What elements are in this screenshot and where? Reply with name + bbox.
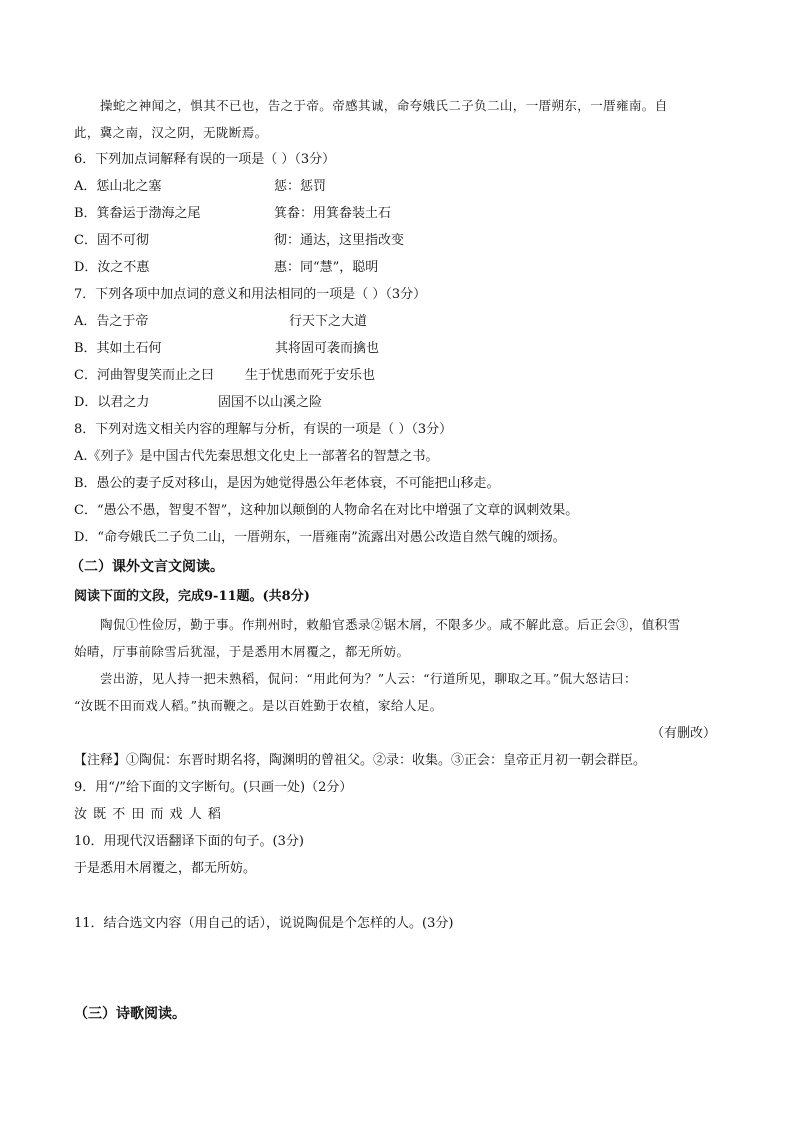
annotations: 【注释】①陶侃：东晋时期名将，陶渊明的曾祖父。②录：收集。③正会：皇帝正月初一朝会群臣。 (74, 753, 647, 768)
q7-option-a-compare: 行天下之大道 (289, 314, 368, 329)
section-2-instruction: 阅读下面的文段，完成9-11题。(共8分) (74, 589, 310, 604)
passage-line-2: 此，冀之南，汉之阴，无陇断焉。 (74, 125, 268, 140)
q6-option-b: B．箕畚运于渤海之尾 (74, 206, 201, 221)
question-9-stem: 9．用“/”给下面的文字断句。(只画一处)（2分） (74, 780, 353, 795)
q7-option-c: C．河曲智叟笑而止之曰 (74, 368, 214, 383)
section-3-heading: （三）诗歌阅读。 (74, 1006, 186, 1022)
q7-option-d-compare: 固国不以山溪之险 (218, 395, 323, 410)
q8-option-c: C．“愚公不愚，智叟不智”，这种加以颠倒的人物命名在对比中增强了文章的讽刺效果。 (74, 503, 579, 518)
q7-option-b-compare: 其将固可袭而擒也 (275, 341, 380, 356)
classical-text-p1-line1: 陶侃①性俭厉，勤于事。作荆州时，敕船官悉录②锯木屑，不限多少。咸不解此意。后正会③，值积雪 (100, 617, 681, 632)
passage-line-1: 操蛇之神闻之，惧其不已也，告之于帝。帝感其诚，命夸娥氏二子负二山，一厝朔东，一厝雍南。自 (100, 98, 668, 113)
q7-option-b: B．其如土石何 (74, 341, 162, 356)
question-10-stem: 10．用现代汉语翻译下面的句子。(3分) (74, 834, 304, 849)
q8-option-b: B．愚公的妻子反对移山，是因为她觉得愚公年老体衰，不可能把山移走。 (74, 476, 500, 491)
q7-option-d: D．以君之力 (74, 395, 150, 410)
q6-option-a: A．惩山北之塞 (74, 179, 162, 194)
q7-option-c-compare: 生于忧患而死于安乐也 (245, 368, 376, 383)
q6-option-a-explain: 惩：惩罚 (274, 179, 327, 194)
question-8-stem: 8．下列对选文相关内容的理解与分析，有误的一项是（ ）（3分） (74, 422, 453, 437)
section-2-heading: （二）课外文言文阅读。 (70, 559, 224, 575)
q6-option-d-explain: 惠：同“慧”，聪明 (274, 260, 379, 275)
q6-option-b-explain: 箕畚：用箕畚装土石 (274, 206, 392, 221)
q8-option-a: A.《列子》是中国古代先秦思想文化史上一部著名的智慧之书。 (74, 449, 439, 464)
question-6-stem: 6．下列加点词解释有误的一项是（ ）（3分） (74, 152, 336, 167)
question-10-sentence: 于是悉用木屑覆之，都无所妨。 (74, 861, 257, 876)
q6-option-c: C．固不可彻 (74, 233, 149, 248)
q6-option-d: D．汝之不惠 (74, 260, 150, 275)
source-note: （有删改） (650, 726, 716, 741)
classical-text-p1-line2: 始晴，厅事前除雪后犹湿，于是悉用木屑覆之，都无所妨。 (74, 644, 410, 659)
question-9-text: 汝 既 不 田 而 戏 人 稻 (74, 807, 222, 822)
question-7-stem: 7．下列各项中加点词的意义和用法相同的一项是（ ）（3分） (74, 287, 427, 302)
question-11-stem: 11．结合选文内容（用自己的话），说说陶侃是个怎样的人。(3分) (74, 916, 454, 931)
q6-option-c-explain: 彻：通达，这里指改变 (274, 233, 405, 248)
q7-option-a: A．告之于帝 (74, 314, 149, 329)
classical-text-p2-line2: “汝既不田而戏人稻。”执而鞭之。是以百姓勤于农植，家给人足。 (74, 698, 443, 713)
classical-text-p2-line1: 尝出游，见人持一把未熟稻，侃问：“用此何为？”人云：“行道所见，聊取之耳。”侃大怒诘曰： (100, 671, 637, 686)
q8-option-d: D．“命夸娥氏二子负二山，一厝朔东，一厝雍南”流露出对愚公改造自然气魄的颂扬。 (74, 530, 566, 545)
